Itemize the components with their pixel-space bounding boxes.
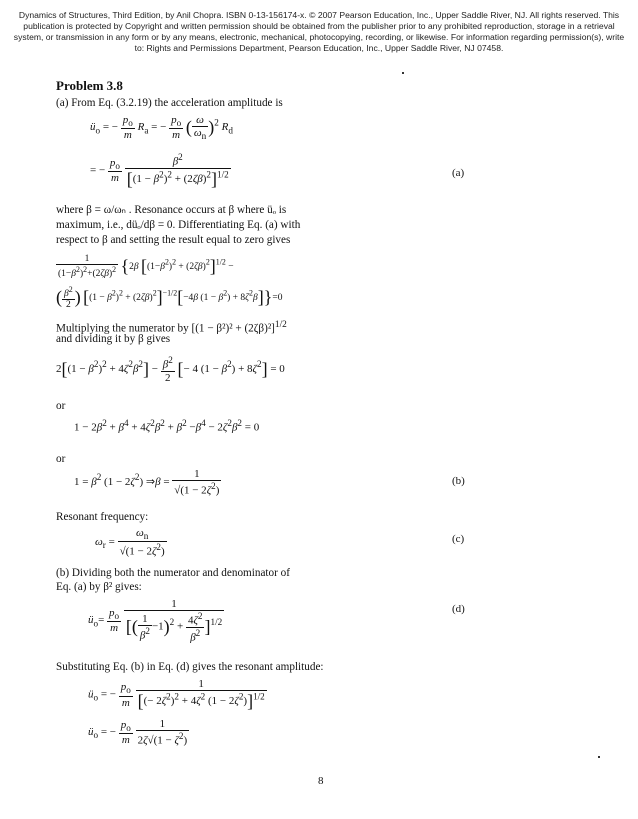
multiply-text-1: Multiplying the numerator by $[(1 - \beta^2)^2 + (2\zeta\beta)^2]^{1/2}$ xyxy=(56,320,287,335)
substituting-text: Substituting Eq. (b) in Eq. (d) gives the resonant amplitude: xyxy=(56,661,324,673)
equation-acceleration-amplitude: $ü_o$ = − $\frac{p_o}{m}$ $R_a$ = − $\frac{p_o}{m}$ ( $\frac{\omega}{\omega_n}$ )$^2$ $R_d$ xyxy=(90,114,233,142)
page-number: 8 xyxy=(318,775,324,787)
equation-resonant-amplitude-2: $ü_o$ = − $\frac{p_o}{m}$ $\frac{1}{2\zeta√(1 - \zeta^2)}$ xyxy=(88,718,188,747)
equation-multiplied: $2[(1 - \beta^2)^2 + 4\zeta^2\beta^2]$ − $\frac{\beta^2}{2}$ [− 4 $(1 - \beta^2) + 8\zeta^2] = 0$ xyxy=(56,355,285,384)
equation-a: = − $\frac{p_o}{m}$ $\frac{\beta^2}{[(1 - \beta^2)^2 + (2\zeta\beta)^2]^{1/2}}$ xyxy=(90,152,229,189)
copyright-notice: Dynamics of Structures, Third Edition, by Anil Chopra. ISBN 0-13-156174-x. © 2007 Pearson Education, Inc., Upper Saddle River, NJ. All rights reserved. This publication is protected by Copyright and written permission should be obtained from the publisher prior to any prohibited reproduction, storage in a retrieval system, or transmission in any form or by any means, electronic, mechanical, photocopying, recording, or likewise. For information regarding permission(s), write to: Rights and Permissions Department, Pearson Education, Inc., Upper Saddle River, NJ 07458. xyxy=(13,10,625,53)
equation-c-tag: (c) xyxy=(452,533,465,545)
equation-d: $ü_o=$ $\frac{p_o}{m}$ 1 [( $\frac{1}{\beta^2}$ −1)$^2$ + $\frac{4\zeta^2}{\beta^2}$ ]$^{1/2}$ xyxy=(88,598,223,644)
equation-derivative-line1: $\frac{1}{(1-\beta^2)^2+(2\zeta\beta)^2}$ {2β $[(1-\beta^2)^2 + (2\zeta\beta)^2]^{1/2}$ − xyxy=(58,254,234,280)
equation-expanded: $1 - 2\beta^2 + \beta^4 + 4\zeta^2\beta^2 + \beta^2 -\beta^4 - 2\zeta^2\beta^2 = 0$ xyxy=(74,418,260,434)
problem-title: Problem 3.8 xyxy=(56,78,123,93)
scan-speck xyxy=(402,72,404,74)
resonance-text-1: where β = ω/ωₙ . Resonance occurs at β where üₒ is xyxy=(56,204,287,216)
resonant-frequency-label: Resonant frequency: xyxy=(56,511,149,523)
part-b-text-2: Eq. (a) by β² gives: xyxy=(56,581,142,593)
equation-derivative-line2: ( $\frac{\beta^2}{2}$ ) $[(1 - \beta^2)^2 + (2\zeta\beta)^2]^{-1/2}[-4\beta$ $(1 - \beta^2) + 8\zeta^2\beta]\}=0$ xyxy=(56,285,283,311)
resonance-text-2: maximum, i.e., düₒ/dβ = 0. Differentiating Eq. (a) with xyxy=(56,219,301,231)
equation-d-tag: (d) xyxy=(452,603,465,615)
multiply-text-2: and dividing it by β gives xyxy=(56,333,171,345)
or-label-1: or xyxy=(56,400,66,412)
equation-b: $1 = \beta^2$ $(1 - 2\zeta^2)$ ⇒β = $\frac{1}{√(1 - 2\zeta^2)}$ xyxy=(74,468,220,497)
equation-b-tag: (b) xyxy=(452,475,465,487)
or-label-2: or xyxy=(56,453,66,465)
scan-speck xyxy=(598,756,600,758)
equation-c: $\omega_r$ = $\frac{\omega_n}{√(1 - 2\zeta^2)}$ xyxy=(95,527,165,558)
equation-resonant-amplitude-1: $ü_o$ = − $\frac{p_o}{m}$ $\frac{1}{[(- 2\zeta^2)^2 + 4\zeta^2 (1 - 2\zeta^2)]^{1/2}}$ xyxy=(88,678,265,711)
part-a-intro: (a) From Eq. (3.2.19) the acceleration amplitude is xyxy=(56,97,283,109)
equation-a-tag: (a) xyxy=(452,167,465,179)
resonance-text-3: respect to β and setting the result equal to zero gives xyxy=(56,234,291,246)
part-b-text-1: (b) Dividing both the numerator and denominator of xyxy=(56,567,290,579)
